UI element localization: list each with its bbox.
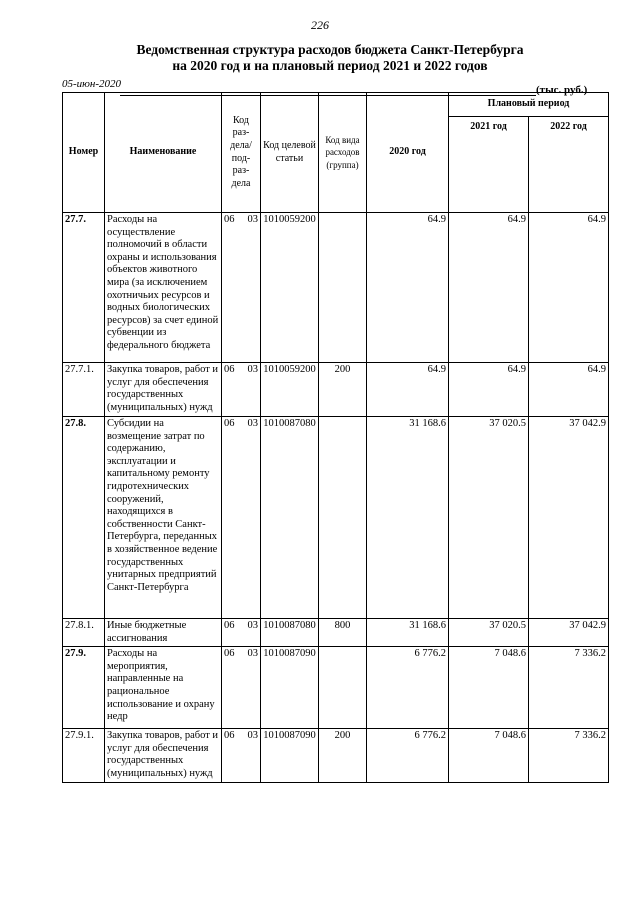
- row-target-code: 1010087090: [261, 647, 319, 729]
- table-row: [63, 213, 609, 363]
- row-2020: 6 776.2: [367, 647, 449, 729]
- row-2021: 7 048.6: [449, 729, 529, 783]
- row-2022: 64.9: [529, 213, 609, 363]
- razdel-code: 06: [224, 620, 235, 631]
- razdel-code: 06: [224, 648, 235, 660]
- row-target-code: 1010059200: [261, 213, 319, 363]
- row-name: Субсидии на возмещение затрат по содержанию, эксплуатации и капитальному ремонту гидротехнических сооружений, находящихся в собственности Санкт-Петербурга, переданных в хозяйственное ведение государственных унитарных предприятий Санкт-Петербурга: [105, 417, 222, 619]
- row-target-code: 1010059200: [261, 363, 319, 417]
- podrazdel-code: 03: [247, 648, 258, 660]
- header-section-code: Код раз-дела/ под-раз-дела: [222, 93, 261, 213]
- row-2021: 64.9: [449, 363, 529, 417]
- row-2021: 37 020.5: [449, 417, 529, 619]
- row-section-code: [222, 213, 261, 363]
- table-row: [63, 619, 609, 647]
- row-2022: 37 042.9: [529, 417, 609, 619]
- row-name: Расходы на мероприятия, направленные на рациональное использование и охрану недр: [105, 647, 222, 729]
- podrazdel-code: 03: [247, 418, 258, 429]
- header-number: Номер: [63, 93, 105, 213]
- row-number: 27.9.1.: [63, 729, 105, 783]
- title-line-2: на 2020 год и на плановый период 2021 и 2022 годов: [172, 58, 488, 73]
- razdel-code: 06: [224, 214, 235, 225]
- row-2021: 7 048.6: [449, 647, 529, 729]
- row-2022: 7 336.2: [529, 647, 609, 729]
- row-name: Иные бюджетные ассигнования: [105, 619, 222, 647]
- row-section-code: [222, 729, 261, 783]
- row-expense-code: 200: [319, 363, 367, 417]
- row-target-code: 1010087080: [261, 417, 319, 619]
- row-number: 27.7.1.: [63, 363, 105, 417]
- row-section-code: [222, 619, 261, 647]
- header-2022: 2022 год: [529, 117, 609, 213]
- header-name: Наименование: [105, 93, 222, 213]
- razdel-code: 06: [224, 730, 235, 742]
- header-planned-period: Плановый период: [449, 93, 609, 117]
- table-body: [63, 213, 609, 783]
- row-number: 27.9.: [63, 647, 105, 729]
- row-2020: 31 168.6: [367, 417, 449, 619]
- title-line-1: Ведомственная структура расходов бюджета Санкт-Петербурга: [136, 42, 524, 57]
- razdel-code: 06: [224, 364, 235, 375]
- table-row: [63, 363, 609, 417]
- units-label: (тыс. руб.): [536, 84, 588, 96]
- row-name: Закупка товаров, работ и услуг для обеспечения государственных (муниципальных) нужд: [105, 363, 222, 417]
- header-2020: 2020 год: [367, 93, 449, 213]
- row-2021: 37 020.5: [449, 619, 529, 647]
- row-expense-code: 200: [319, 729, 367, 783]
- budget-table: [62, 92, 609, 783]
- row-section-code: [222, 647, 261, 729]
- row-expense-code: [319, 213, 367, 363]
- podrazdel-code: 03: [247, 364, 258, 375]
- row-name: Расходы на осуществление полномочий в области охраны и использования объектов животного мира (за исключением охотничьих ресурсов и водных биологических ресурсов) за счет единой субвенции из федерального бюджета: [105, 213, 222, 363]
- row-target-code: 1010087090: [261, 729, 319, 783]
- header-expense-code: Код вида расходов (группа): [319, 93, 367, 213]
- document-date: 05-июн-2020: [62, 78, 122, 90]
- row-expense-code: [319, 647, 367, 729]
- row-2020: 31 168.6: [367, 619, 449, 647]
- row-2021: 64.9: [449, 213, 529, 363]
- table-row: [63, 729, 609, 783]
- header-2021: 2021 год: [449, 117, 529, 213]
- row-section-code: [222, 363, 261, 417]
- row-2022: 37 042.9: [529, 619, 609, 647]
- table-row: [63, 417, 609, 619]
- row-target-code: 1010087080: [261, 619, 319, 647]
- row-number: 27.8.: [63, 417, 105, 619]
- table-row: [63, 647, 609, 729]
- row-number: 27.8.1.: [63, 619, 105, 647]
- row-2020: 64.9: [367, 213, 449, 363]
- document-title: [60, 42, 600, 74]
- row-name: Закупка товаров, работ и услуг для обеспечения государственных (муниципальных) нужд: [105, 729, 222, 783]
- podrazdel-code: 03: [247, 214, 258, 225]
- row-2022: 64.9: [529, 363, 609, 417]
- header-target-code: Код целевой статьи: [261, 93, 319, 213]
- row-expense-code: [319, 417, 367, 619]
- row-2020: 6 776.2: [367, 729, 449, 783]
- podrazdel-code: 03: [247, 620, 258, 631]
- row-section-code: [222, 417, 261, 619]
- page-number: 226: [311, 18, 329, 32]
- row-2022: 7 336.2: [529, 729, 609, 783]
- razdel-code: 06: [224, 418, 235, 429]
- row-number: 27.7.: [63, 213, 105, 363]
- row-2020: 64.9: [367, 363, 449, 417]
- row-expense-code: 800: [319, 619, 367, 647]
- podrazdel-code: 03: [247, 730, 258, 742]
